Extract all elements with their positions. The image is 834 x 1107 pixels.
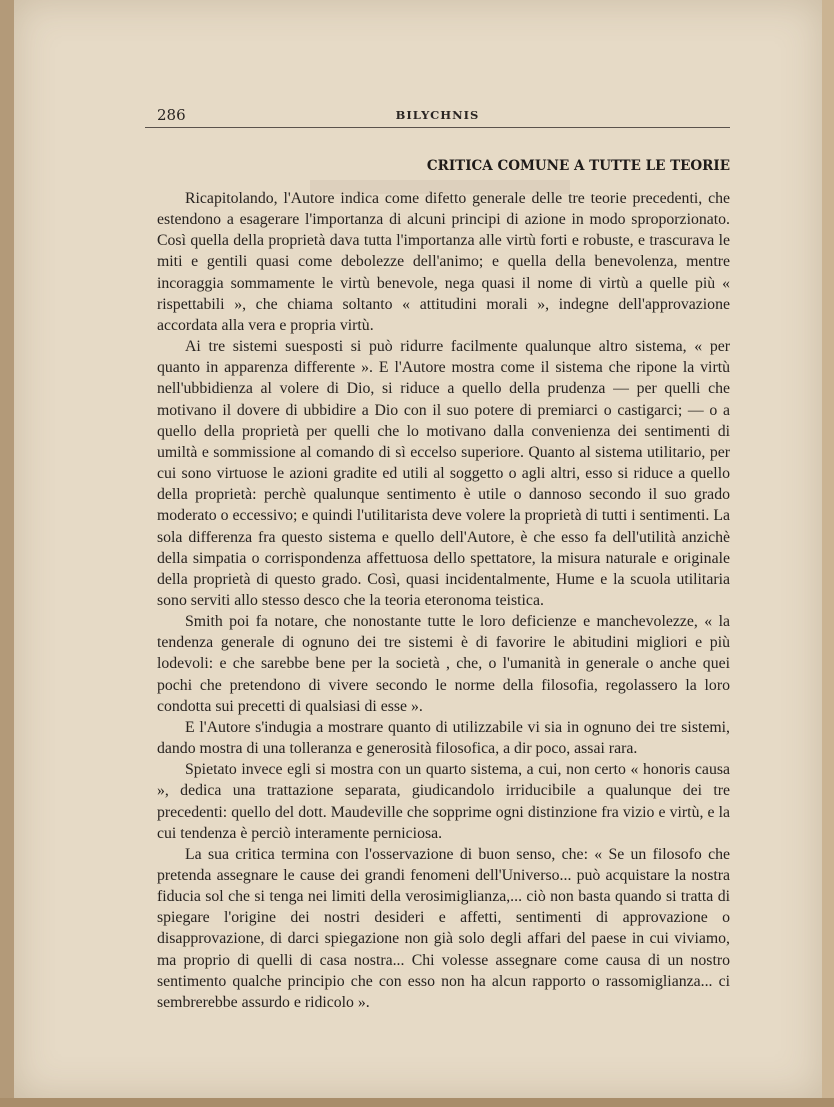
paragraph: E l'Autore s'indugia a mostrare quanto di utilizzabile vi sia in ognuno dei tre sistemi, dando mostra di una tolleranza e generosità filosofica, a dir poco, assai rara. <box>157 718 730 758</box>
paragraph: Ricapitolando, l'Autore indica come difetto generale delle tre teorie precedenti, che estendono a esagerare l'importanza di alcuni principi di azione in modo sproporzionato. Così quella della proprietà dava tutta l'importanza alle virtù forti e robuste, e trascurava le miti e gentili quasi come debolezze dell'animo; e quella della benevolenza, mentre incoraggia sommamente le virtù benevole, nega quasi il nome di virtù a quelle più « rispettabili », che chiama soltanto « attitudini morali », indegne dell'approvazione accordata alla vera e propria virtù. <box>157 190 730 334</box>
paragraph: Smith poi fa notare, che nonostante tutte le loro deficienze e manchevolezze, « la tendenza generale di ognuno dei tre sistemi è di favorire le abitudini migliori e più lodevoli: e che sarebbe bene per la società , che, o l'umanità in generale o anche quei pochi che pretendono di vivere secondo le norme della filosofia, regolassero la loro condotta sui precetti di qualsiasi di esse ». <box>157 613 730 715</box>
running-title: BILYCHNIS <box>395 108 480 122</box>
paragraph: Ai tre sistemi suesposti si può ridurre facilmente qualunque altro sistema, « per quanto in apparenza differente ». E l'Autore mostra come il sistema che ripone la virtù nell'ubbidienza al volere di Dio, si riduce a quello della prudenza — per quelli che motivano il dovere di ubbidire a Dio con il suo potere di premiarci o castigarci; — o a quello della proprietà per quelli che lo motivano dalla convenienza dei sentimenti di umiltà e sommissione al comando di sì eccelso superiore. Quanto al sistema utilitario, per cui sono virtuose le azioni gradite ed utili al soggetto o agli altri, esso si riduce a quello della proprietà: perchè qualunque sentimento è utile o dannoso secondo il suo grado moderato o eccessivo; e quindi l'utilitarista deve volere la proprietà di tutti i sentimenti. La sola differenza fra questo sistema e quello dell'Autore, è che esso fa dell'utilità anzichè della simpatia o corrispondenza affettuosa dello spettatore, la misura naturale e originale della proprietà di questo grado. Così, quasi incidentalmente, Hume e la scuola utilitaria sono serviti allo stesso desco che la teoria eteronoma teistica. <box>157 338 730 609</box>
paragraph: Spietato invece egli si mostra con un quarto sistema, a cui, non certo « honoris causa », dedica una trattazione separata, giudicandolo irriducibile a qualunque dei tre precedenti: quello del dott. Maudeville che sopprime ogni distinzione fra vizio e virtù, e la cui tendenza è perciò interamente perniciosa. <box>157 761 730 842</box>
header-rule <box>145 127 730 128</box>
page-edge <box>822 0 834 1107</box>
paragraph: La sua critica termina con l'osservazione di buon senso, che: « Se un filosofo che pretenda assegnare le cause dei grandi fenomeni dell'Universo... può acquistare la nostra fiducia sol che si tenga nei limiti della verosimiglianza,... ciò non basta quando si tratta di spiegare l'origine dei nostri desideri e affetti, sentimenti di approvazione o disapprovazione, di darci spiegazione non già solo degli affari del paese in cui viviamo, ma proprio di quelli di casa nostra... Chi volesse assegnare come causa di un nostro sentimento qualche principio che con esso non ha alcun rapporto o rassomiglianza... ci sembrerebbe assurdo e ridicolo ». <box>157 845 730 1011</box>
page-number: 286 <box>157 106 186 124</box>
page-header <box>145 106 730 128</box>
body-text <box>157 188 730 1013</box>
page-bottom-edge <box>0 1098 834 1107</box>
section-title: CRITICA COMUNE A TUTTE LE TEORIE <box>426 158 730 174</box>
